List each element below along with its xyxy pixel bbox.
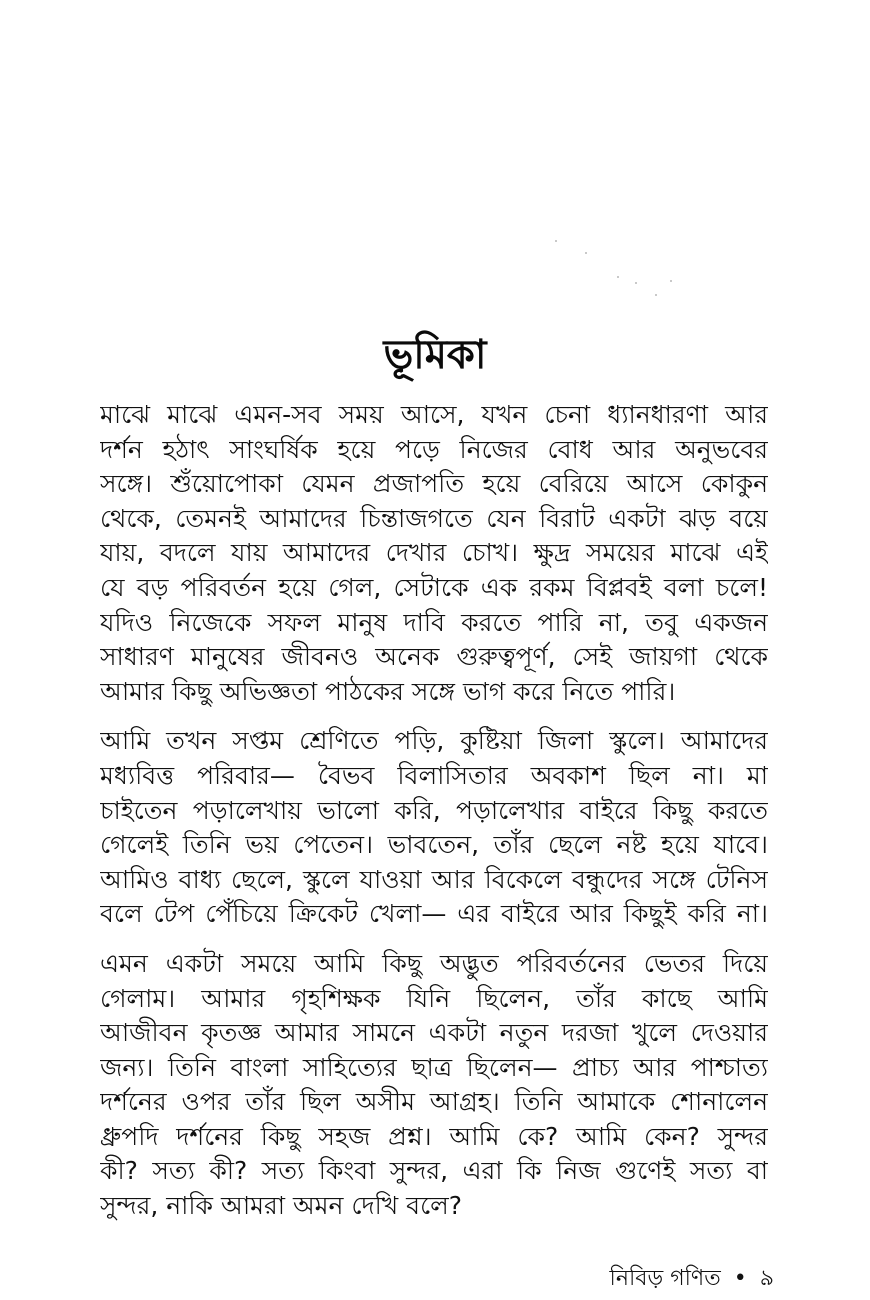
paragraph-3 [100, 947, 768, 1224]
text-line: মধ্যবিত্ত পরিবার— বৈভব বিলাসিতার অবকাশ ছিল না। মা [100, 760, 768, 790]
text-line: যায়, বদলে যায় আমাদের দেখার চোখ। ক্ষুদ্র সময়ের মাঝে এই [100, 538, 768, 568]
text-line: আমিও বাধ্য ছেলে, স্কুলে যাওয়া আর বিকেলে বন্ধুদের সঙ্গে টেনিস [100, 864, 768, 894]
page-title: ভূমিকা [383, 331, 487, 378]
paragraph-1 [100, 398, 768, 709]
text-line: বলে টেপ পেঁচিয়ে ক্রিকেট খেলা— এর বাইরে আর কিছুই করি না। [100, 899, 768, 929]
paragraph-2 [100, 724, 768, 932]
page-number: ৯ [759, 1266, 774, 1291]
text-line: সঙ্গে। শুঁয়োপোকা যেমন প্রজাপতি হয়ে বেরিয়ে আসে কোকুন [100, 469, 768, 499]
bullet-separator: • [733, 1266, 747, 1291]
body-text [100, 398, 768, 1239]
text-line: এমন একটা সময়ে আমি কিছু অদ্ভুত পরিবর্তনের ভেতর দিয়ে [100, 948, 768, 978]
scan-specks [545, 232, 685, 312]
text-line: আজীবন কৃতজ্ঞ আমার সামনে একটা নতুন দরজা খুলে দেওয়ার [100, 1018, 768, 1048]
text-line: মাঝে মাঝে এমন-সব সময় আসে, যখন চেনা ধ্যানধারণা আর [100, 400, 768, 429]
text-line: চাইতেন পড়ালেখায় ভালো করি, পড়ালেখার বাইরে কিছু করতে [100, 795, 768, 825]
text-line: যদিও নিজেকে সফল মানুষ দাবি করতে পারি না, তবু একজন [100, 607, 768, 637]
text-line: আমার কিছু অভিজ্ঞতা পাঠকের সঙ্গে ভাগ করে নিতে পারি। [100, 676, 676, 706]
text-line: গেলেই তিনি ভয় পেতেন। ভাবতেন, তাঁর ছেলে নষ্ট হয়ে যাবে। [100, 830, 768, 860]
running-title: নিবিড় গণিত [609, 1266, 721, 1291]
text-line: ধ্রুপদি দর্শনের কিছু সহজ প্রশ্ন। আমি কে? আমি কেন? সুন্দর [100, 1121, 768, 1151]
text-line: কী? সত্য কী? সত্য কিংবা সুন্দর, এরা কি নিজ গুণেই সত্য বা [100, 1156, 768, 1186]
text-line: আমি তখন সপ্তম শ্রেণিতে পড়ি, কুষ্টিয়া জিলা স্কুলে। আমাদের [100, 726, 768, 756]
text-line: সাধারণ মানুষের জীবনও অনেক গুরুত্বপূর্ণ, সেই জায়গা থেকে [100, 642, 768, 672]
text-line: দর্শনের ওপর তাঁর ছিল অসীম আগ্রহ। তিনি আমাকে শোনালেন [100, 1087, 768, 1117]
text-line: যে বড় পরিবর্তন হয়ে গেল, সেটাকে এক রকম বিপ্লবই বলা চলে! [100, 572, 768, 602]
text-line: দর্শন হঠাৎ সাংঘর্ষিক হয়ে পড়ে নিজের বোধ আর অনুভবের [100, 434, 768, 464]
text-line: জন্য। তিনি বাংলা সাহিত্যের ছাত্র ছিলেন— প্রাচ্য আর পাশ্চাত্য [100, 1052, 768, 1082]
text-line: গেলাম। আমার গৃহশিক্ষক যিনি ছিলেন, তাঁর কাছে আমি [100, 983, 768, 1013]
text-line: থেকে, তেমনই আমাদের চিন্তাজগতে যেন বিরাট একটা ঝড় বয়ে [100, 503, 768, 533]
text-line: সুন্দর, নাকি আমরা অমন দেখি বলে? [100, 1191, 463, 1221]
page-footer [610, 1264, 774, 1294]
